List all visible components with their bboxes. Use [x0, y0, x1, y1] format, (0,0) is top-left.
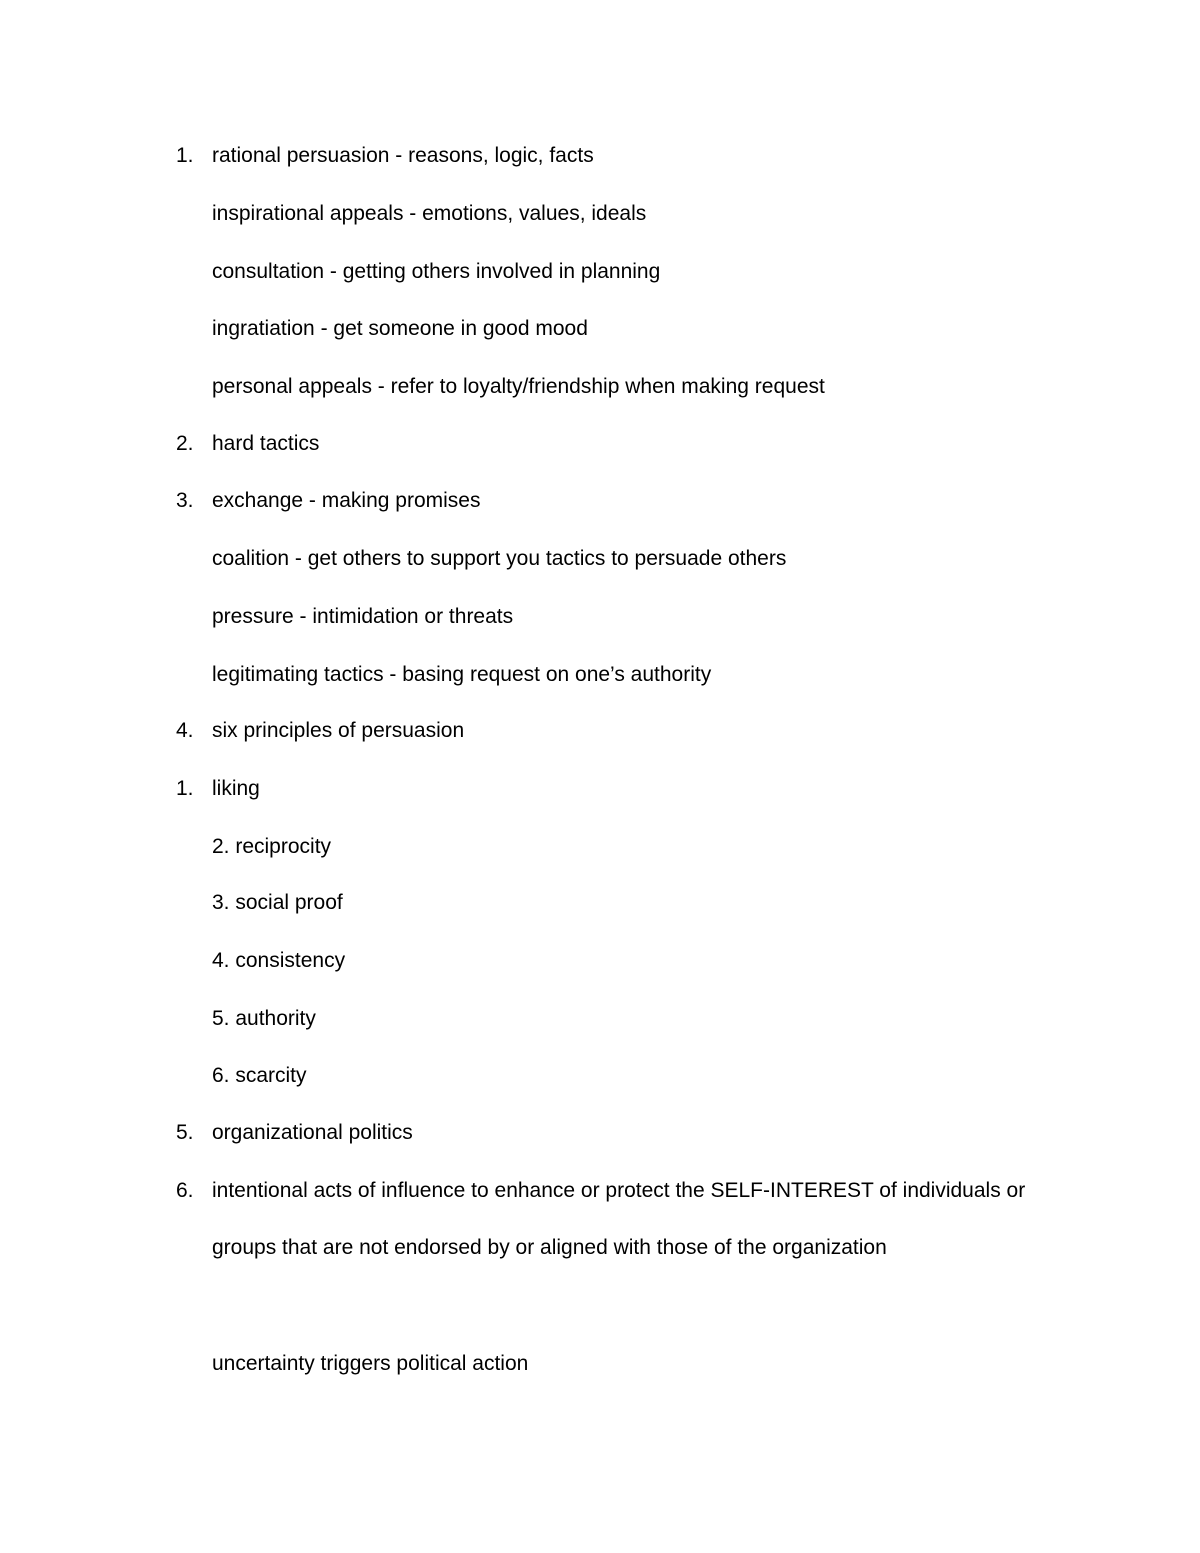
- list-item: [0, 832, 1200, 862]
- list-marker: 1.: [176, 144, 194, 167]
- list-item: [0, 257, 1200, 287]
- list-item-text: 3. social proof: [212, 891, 343, 914]
- list-item-text: uncertainty triggers political action: [212, 1352, 529, 1375]
- list-item-text: exchange - making promises: [212, 489, 481, 512]
- list-item-text: pressure - intimidation or threats: [212, 605, 514, 628]
- list-item-text: 2. reciprocity: [212, 835, 332, 858]
- list-item-text: coalition - get others to support you tactics to persuade others: [212, 547, 787, 570]
- list-item: [0, 314, 1200, 344]
- list-item-text: groups that are not endorsed by or aligned with those of the organization: [212, 1236, 887, 1259]
- list-item: [0, 1349, 1200, 1379]
- list-marker: 1.: [176, 777, 194, 800]
- list-item-text: 5. authority: [212, 1007, 316, 1030]
- list-item-text: intentional acts of influence to enhance or protect the SELF-INTEREST of individuals or: [212, 1179, 1026, 1202]
- list-item: [0, 1176, 1200, 1206]
- list-marker: 2.: [176, 432, 194, 455]
- list-item-text: ingratiation - get someone in good mood: [212, 317, 588, 340]
- list-item-text: consultation - getting others involved in planning: [212, 260, 661, 283]
- list-marker: 4.: [176, 719, 194, 742]
- list-item: [0, 1233, 1200, 1263]
- list-item-text: 4. consistency: [212, 949, 346, 972]
- list-item-text: inspirational appeals - emotions, values, ideals: [212, 202, 647, 225]
- list-item-text: legitimating tactics - basing request on one’s authority: [212, 663, 712, 686]
- list-marker: 6.: [176, 1179, 194, 1202]
- list-item-text: 6. scarcity: [212, 1064, 307, 1087]
- list-item: [0, 141, 1200, 171]
- list-item: [0, 716, 1200, 746]
- list-item-text: personal appeals - refer to loyalty/friendship when making request: [212, 375, 825, 398]
- list-item: [0, 1004, 1200, 1034]
- list-item-text: hard tactics: [212, 432, 320, 455]
- list-item: [0, 199, 1200, 229]
- list-item: [0, 602, 1200, 632]
- list-item-text: rational persuasion - reasons, logic, facts: [212, 144, 594, 167]
- list-item: [0, 372, 1200, 402]
- list-item-text: six principles of persuasion: [212, 719, 465, 742]
- list-item: [0, 946, 1200, 976]
- list-marker: 5.: [176, 1121, 194, 1144]
- list-item: [0, 1061, 1200, 1091]
- list-item: [0, 888, 1200, 918]
- list-item: [0, 1118, 1200, 1148]
- list-item: [0, 774, 1200, 804]
- list-item: [0, 660, 1200, 690]
- list-item-text: liking: [212, 777, 260, 800]
- list-marker: 3.: [176, 489, 194, 512]
- list-item: [0, 429, 1200, 459]
- list-item: [0, 544, 1200, 574]
- list-item-text: organizational politics: [212, 1121, 413, 1144]
- list-item: [0, 486, 1200, 516]
